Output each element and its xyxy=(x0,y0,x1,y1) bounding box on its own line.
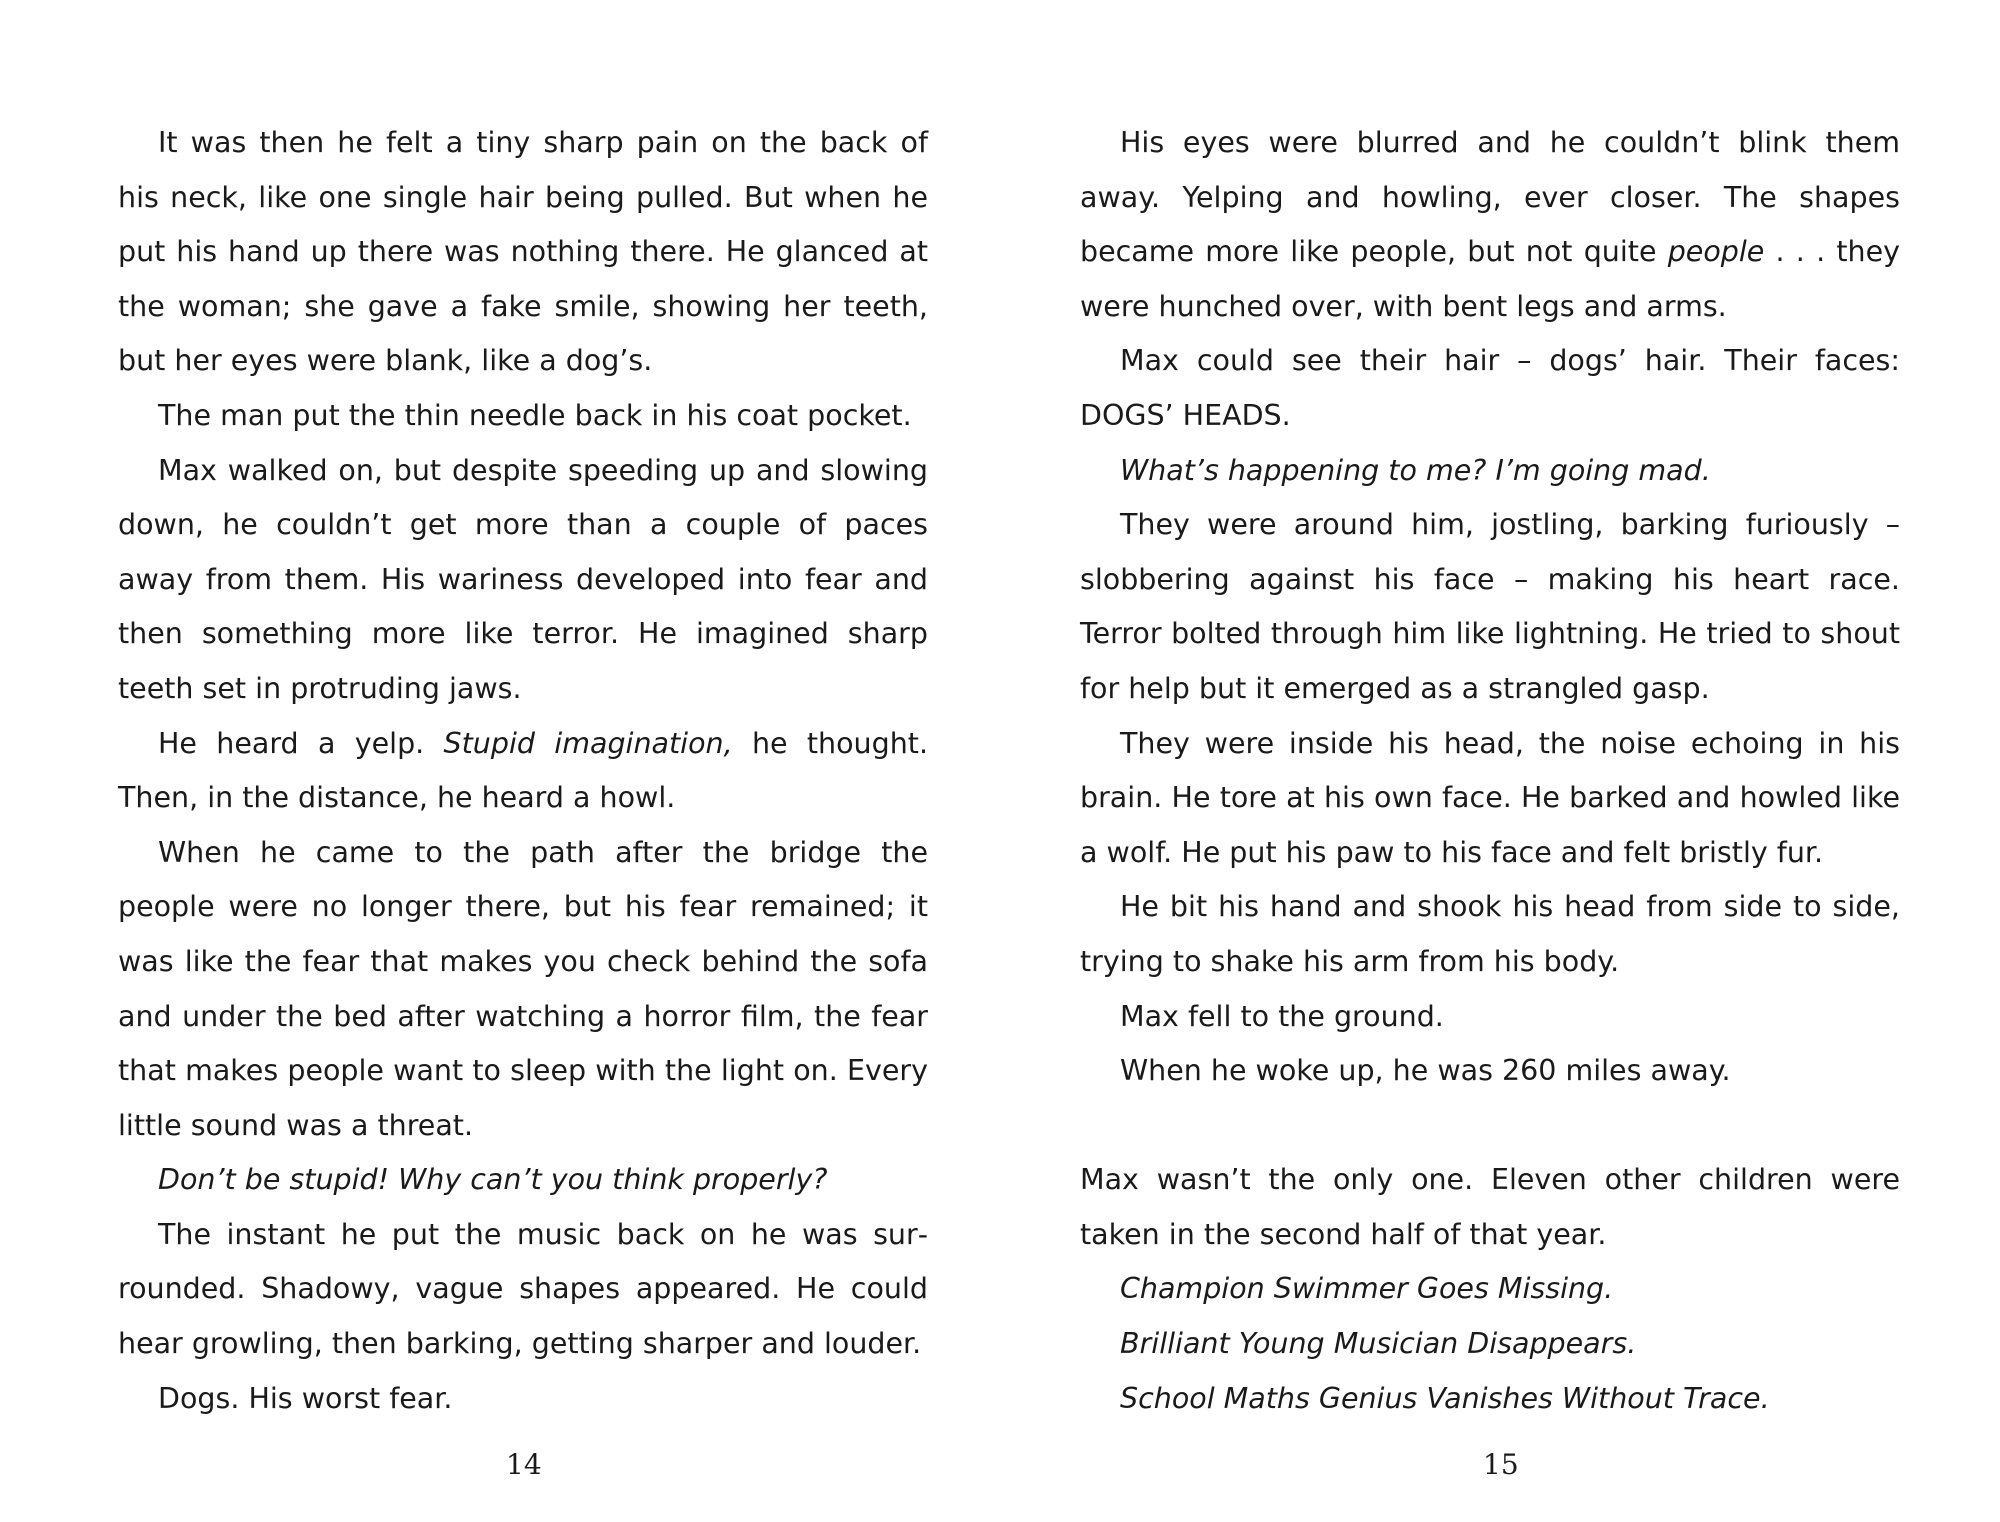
paragraph: Max could see their hair – dogs’ hair. Their faces: DOGS’ HEADS. xyxy=(1080,344,1900,432)
paragraph: They were inside his head, the noise echoing in his brain. He tore at his own face. He barked and howled like a wolf. He put his paw to his face and felt bristly fur. xyxy=(1080,726,1900,869)
section-break xyxy=(1080,1099,1900,1154)
paragraph-text: he thought. Then, in the distance, he heard a howl. xyxy=(118,726,928,815)
headline: School Maths Genius Vanishes Without Trace. xyxy=(1120,1381,1770,1415)
left-page-text xyxy=(118,116,928,1426)
paragraph: Max fell to the ground. xyxy=(1120,999,1444,1033)
paragraph: When he came to the path after the bridge the people were no longer there, but his fear remained; it was like the fear that makes you check behind the sofa and under the bed after watching a horror film, the fear that makes people want to sleep with the light on. Every little sound was a threat. xyxy=(118,835,928,1142)
paragraph: Max walked on, but despite speeding up and slowing down, he couldn’t get more than a couple of paces away from them. His wariness developed into fear and then something more like terror. He imagined sharp teeth set in protruding jaws. xyxy=(118,453,928,705)
headline: Brilliant Young Musician Disappears. xyxy=(1120,1327,1637,1361)
paragraph: Max wasn’t the only one. Eleven other children were taken in the second half of that year. xyxy=(1080,1163,1900,1251)
italic-word: people xyxy=(1667,235,1765,269)
paragraph: When he woke up, he was 260 miles away. xyxy=(1120,1054,1731,1088)
paragraph-text: His eyes were blurred and he couldn’t blink them away. Yelping and howling, ever closer. The shapes became more like people, but not quite xyxy=(1080,126,1900,269)
paragraph xyxy=(118,717,928,826)
paragraph: The instant he put the music back on he was surrounded. Shadowy, vague shapes appeared. He could hear growling, then barking, getting sharper and louder. xyxy=(118,1217,928,1361)
paragraph-text: . . . they were hunched over, with bent legs and arms. xyxy=(1080,235,1900,323)
paragraph: It was then he felt a tiny sharp pain on the back of his neck, like one single hair being pulled. But when he put his hand up there was nothing there. He glanced at the woman; she gave a fake smile, showing her teeth, but her eyes were blank, like a dog’s. xyxy=(118,126,928,378)
paragraph-text: He heard a yelp. xyxy=(158,726,444,760)
italic-thought: What’s happening to me? I’m going mad. xyxy=(1120,453,1711,487)
page-number: 15 xyxy=(1483,1448,1519,1481)
right-page xyxy=(1000,0,2000,1522)
paragraph: They were around him, jostling, barking furiously – slobbering against his face – making his heart race. Terror bolted through him like lightning. He tried to shout for help but it emerged as a strangled gasp. xyxy=(1080,508,1900,705)
paragraph: Dogs. His worst fear. xyxy=(158,1381,453,1415)
italic-thought: Don’t be stupid! Why can’t you think properly? xyxy=(158,1163,828,1197)
paragraph: He bit his hand and shook his head from side to side, trying to shake his arm from his body. xyxy=(1080,890,1900,978)
headline: Champion Swimmer Goes Missing. xyxy=(1120,1272,1614,1306)
italic-thought: Stupid imagination, xyxy=(443,726,733,760)
paragraph: The man put the thin needle back in his coat pocket. xyxy=(158,398,912,432)
right-page-text xyxy=(1080,116,1900,1426)
paragraph xyxy=(1080,116,1900,334)
page-number: 14 xyxy=(506,1448,542,1481)
